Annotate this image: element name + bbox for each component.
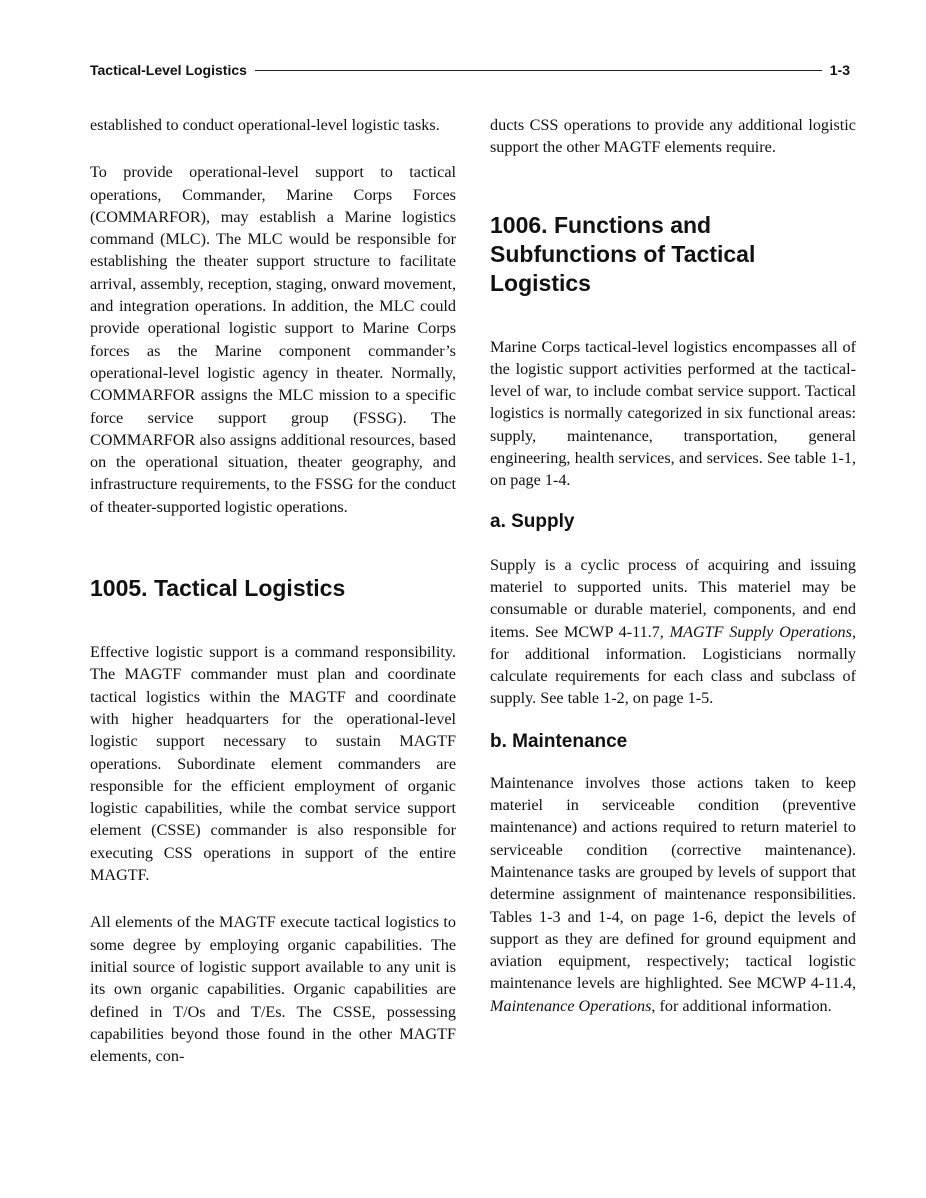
paragraph-magtf-elements: All elements of the MAGTF execute tactical logistics to some degree by employing organic capabilities. The initial source of logistic support available to any unit is its own organic capabilities. Organic capabilities are defined in T/Os and T/Es. The CSSE, possessing capabilities beyond those found in the other MAGTF elements, con- [90, 913, 456, 1066]
header-rule [255, 70, 822, 71]
heading-line-3: Logistics [490, 269, 591, 296]
maintenance-text-b: , for additional information. [651, 996, 832, 1015]
section-heading-1005: 1005. Tactical Logistics [90, 575, 346, 602]
paragraph-commarfor: To provide operational-level support to tactical operations, Commander, Marine Corps Forces (COMMARFOR), may establish a Marine logistics command (MLC). The MLC would be responsible for establishing the theater support structure to facilitate arrival, assembly, reception, staging, onward movement, and integration operations. In addition, the MLC could provide operational logistic support to Marine Corps forces as the Marine component commander’s operational-level logistic agency in theater. Normally, COMMARFOR assigns the MLC mission to a specific force service support group (FSSG). The COMMARFOR also assigns additional resources, based on the operational situation, theater geography, and infrastructure requirements, to the FSSG for the conduct of theater-supported logistic operations. [90, 163, 456, 516]
paragraph-tactical-logistics-areas: Marine Corps tactical-level logistics encompasses all of the logistic support activities performed at the tactical-level of war, to include combat service support. Tactical logistics is normally categorized in six functional areas: supply, maintenance, transportation, general engineering, health services, and services. See table 1-1, on page 1-4. [490, 337, 856, 490]
left-column [90, 114, 456, 1067]
section-heading-1006 [490, 211, 856, 298]
supply-reference-title: MAGTF Supply Operations [669, 622, 852, 641]
subheading-maintenance: b. Maintenance [490, 730, 628, 752]
heading-line-1: 1006. Functions and [490, 211, 712, 238]
paragraph-maintenance [490, 772, 856, 1017]
paragraph-continuation: established to conduct operational-level logistic tasks. [90, 116, 440, 134]
paragraph-command-responsibility: Effective logistic support is a command responsibility. The MAGTF commander must plan and coordinate tactical logistics within the MAGTF and coordinate with higher headquarters for the operational-level logistic support necessary to sustain MAGTF operations. Subordinate element commanders are responsible for the efficient employment of organic logistic capabilities, while the combat service support element (CSSE) commander is also responsible for executing CSS operations in support of the entire MAGTF. [90, 643, 456, 885]
paragraph-supply [490, 554, 856, 710]
paragraph-css-operations: ducts CSS operations to provide any additional logistic support the other MAGTF elements require. [490, 116, 856, 157]
maintenance-reference-title: Maintenance Operations [490, 996, 652, 1015]
subheading-supply: a. Supply [490, 510, 575, 532]
supply-text-b: , for additional information. Logisticians normally calculate requirements for each class and subclass of supply. See table 1-2, on page 1-5. [490, 622, 856, 708]
header-title: Tactical-Level Logistics [90, 62, 247, 78]
page-number: 1-3 [829, 62, 850, 78]
running-header [90, 60, 850, 80]
maintenance-text-a: Maintenance involves those actions taken to keep materiel in serviceable condition (preventive maintenance) and actions required to return materiel to serviceable condition (corrective maintenance). Maintenance tasks are grouped by levels of support that determine assignment of maintenance responsibilities. Tables 1-3 and 1-4, on page 1-6, depict the levels of support as they are defined for ground equipment and aviation equipment, respectively; tactical logistic maintenance levels are highlighted. See MCWP 4-11.4, [490, 773, 856, 993]
supply-text-a: Supply is a cyclic process of acquiring and issuing materiel to supported units. This materiel may be consumable or durable materiel, components, and end items. See MCWP 4-11.7, [490, 555, 856, 641]
right-column [490, 114, 856, 1017]
heading-line-2: Subfunctions of Tactical [490, 240, 756, 267]
